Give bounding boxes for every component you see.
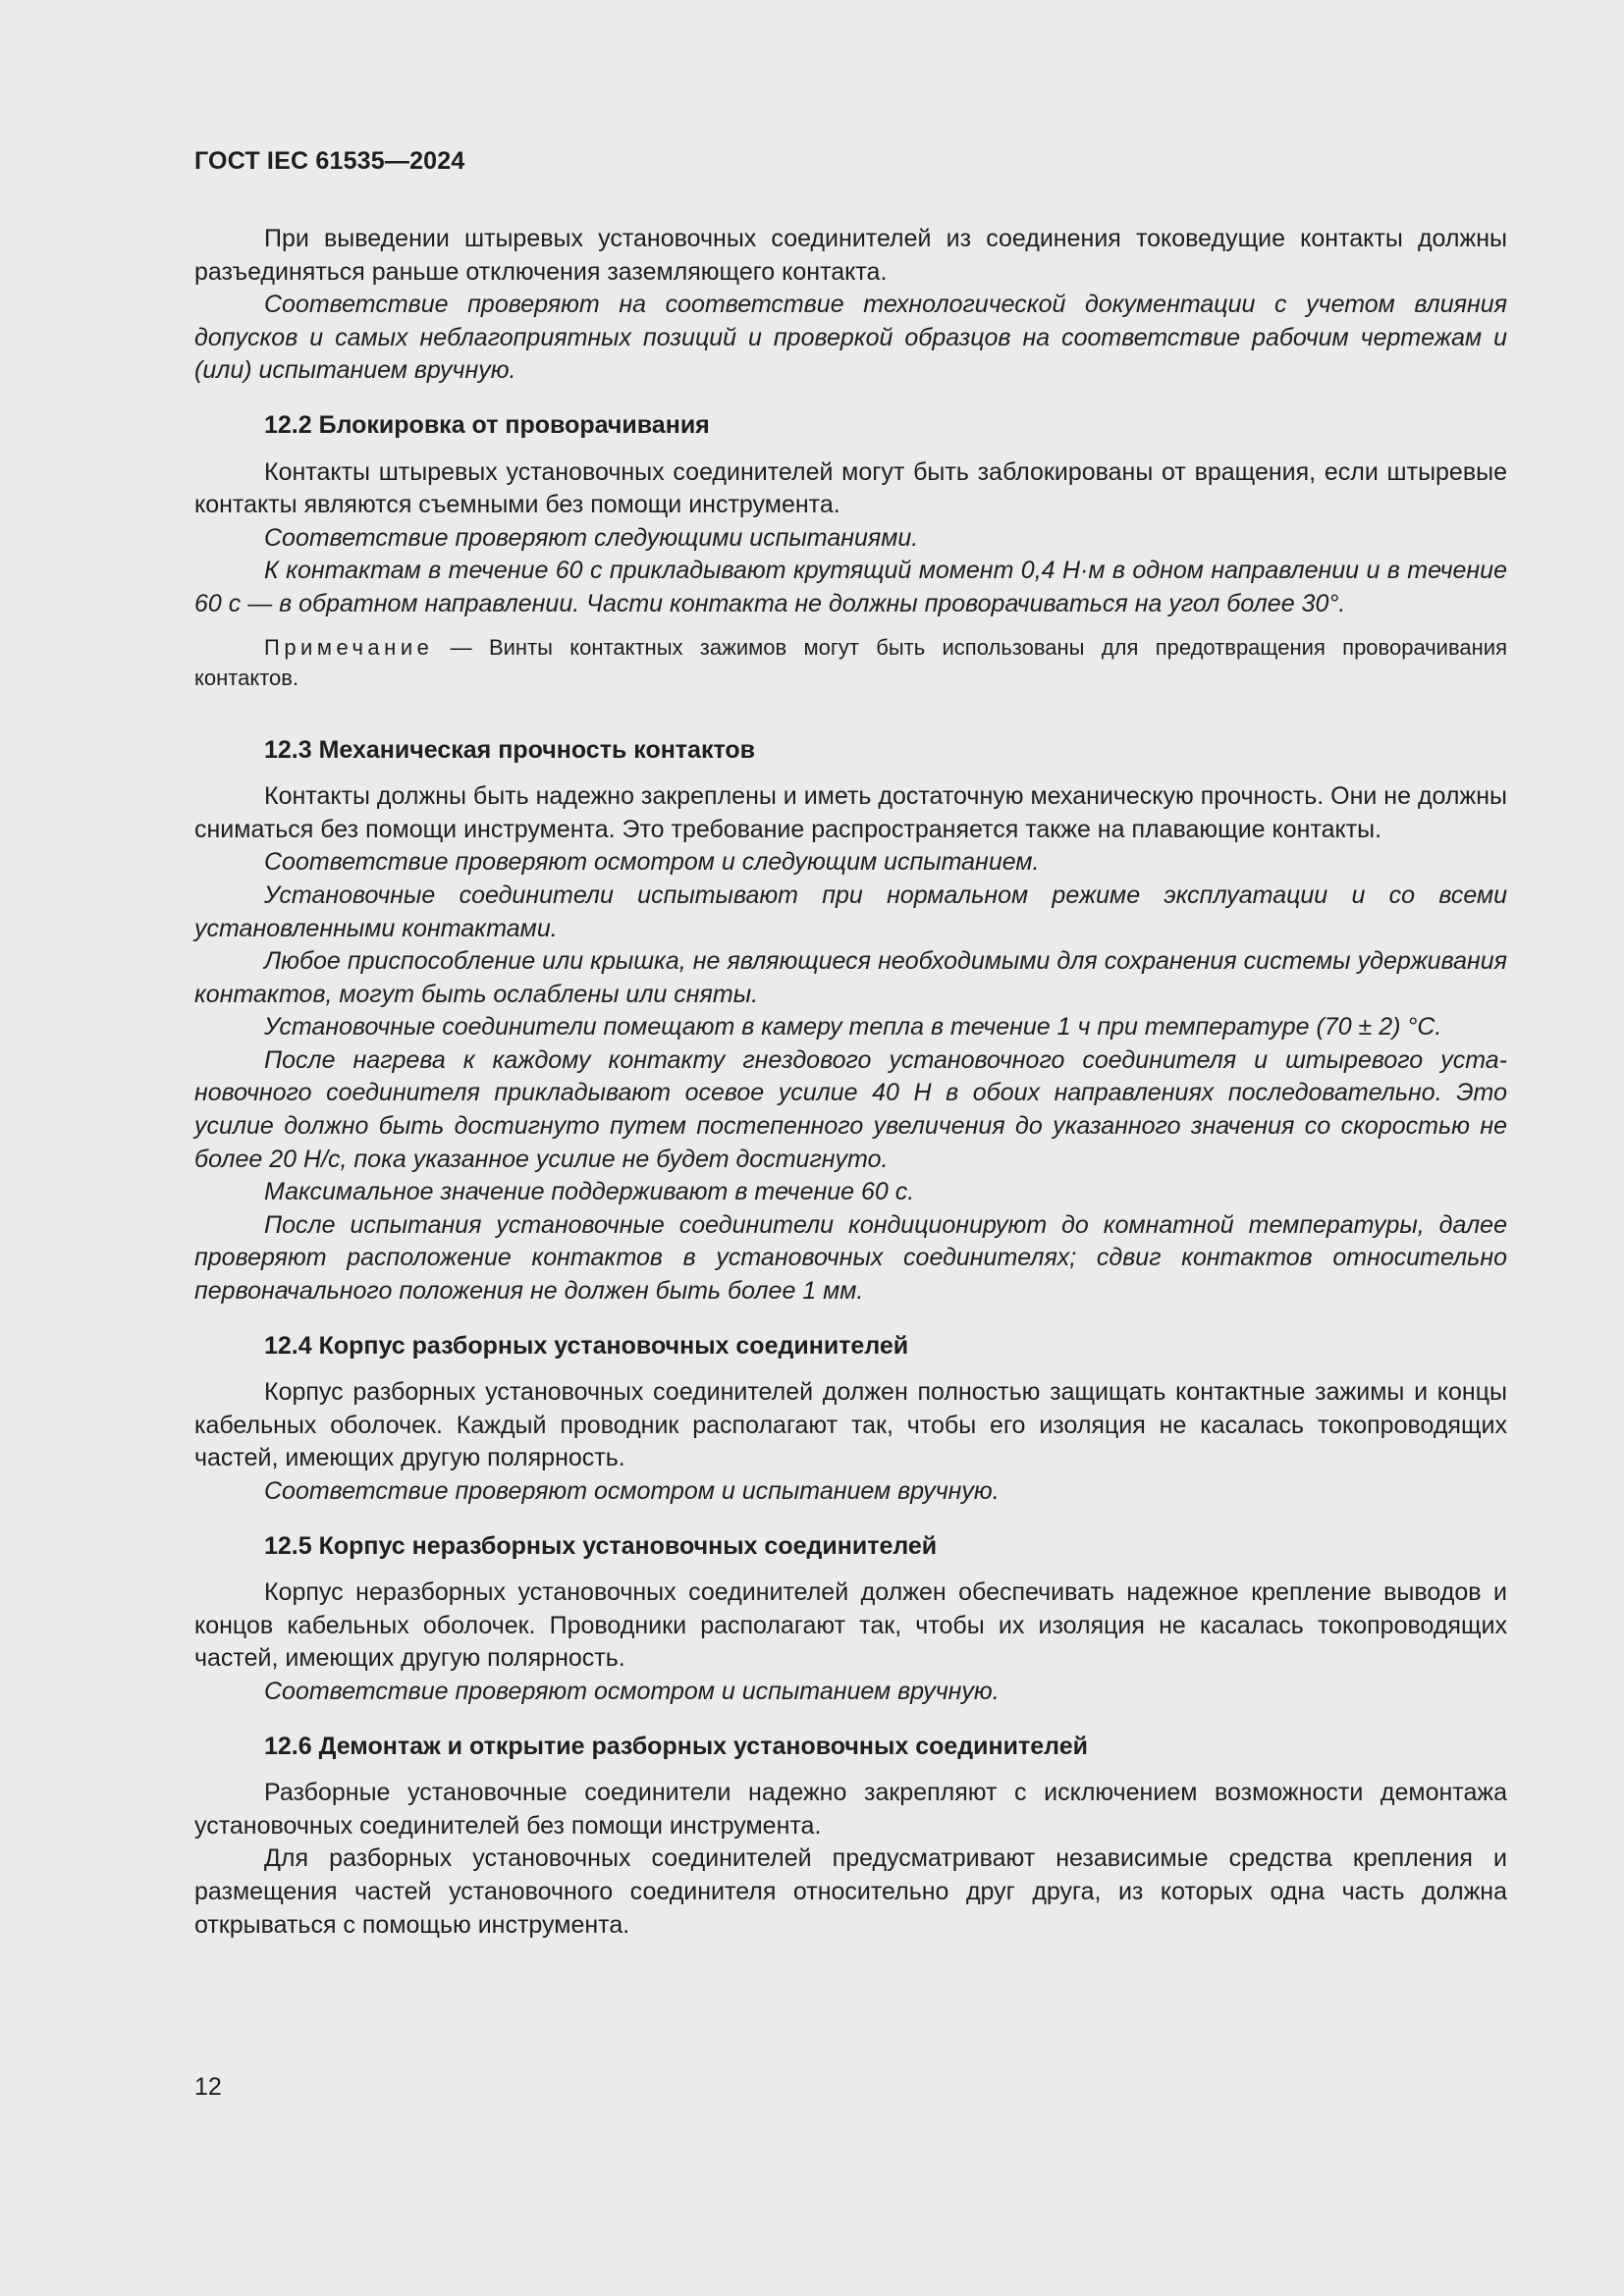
- section-12-2-paragraph-3: К контактам в течение 60 с прикладывают крутящий момент 0,4 Н·м в одном направлении и в течение 60 с — в обратном направлении. Части контакта не должны проворачиваться на угол более 30°.: [194, 557, 1507, 617]
- section-12-2-paragraph-1: Контакты штыревых установочных соединителей могут быть заблокированы от вращения, если штыревые контакты являются съемными без помощи инструмента.: [194, 457, 1507, 519]
- document-body: [194, 223, 1507, 1942]
- section-12-3-heading: 12.3 Механическая прочность контактов: [264, 735, 756, 764]
- section-12-4-paragraph-1: Корпус разборных установочных соединителей должен полностью защищать контактные зажимы и концы кабельных оболочек. Каждый проводник располагают так, чтобы его изоляция не касалась токопроводящих частей, имеющих другую полярность.: [194, 1378, 1507, 1472]
- section-12-2-heading: 12.2 Блокировка от проворачивания: [264, 410, 710, 439]
- section-12-3-paragraph-6: После нагрева к каждому контакту гнездового установочного соединителя и штыревого установочного соединителя прикладывают осевое усилие 40 Н в обоих направлениях последовательно. Это усилие должно быть достигнуто путем постепенного увеличения до указанного значения со скоростью не более 20 Н/с, пока указанное усилие не будет достигнуто.: [194, 1045, 1507, 1173]
- section-12-3-paragraph-7: Максимальное значение поддерживают в течение 60 с.: [264, 1178, 915, 1206]
- intro-compliance-paragraph: Соответствие проверяют на соответствие технологической документации с учетом влияния допусков и самых неблагоприятных позиций и проверкой образцов на соответствие рабочим чертежам и (или) испытанием вручную.: [194, 291, 1507, 385]
- document-header: ГОСТ IEC 61535—2024: [194, 147, 465, 175]
- note-label: Примечание: [264, 634, 434, 660]
- section-12-5-heading: 12.5 Корпус неразборных установочных соединителей: [264, 1531, 938, 1560]
- section-12-3-paragraph-8: После испытания установочные соединители кондиционируют до комнатной температуры, далее проверяют расположение контактов в установочных соединителях; сдвиг контактов относительно первоначального положения не должен быть более 1 мм.: [194, 1210, 1507, 1306]
- section-12-6-heading: 12.6 Демонтаж и открытие разборных установочных соединителей: [264, 1732, 1088, 1760]
- page-number: 12: [194, 2073, 222, 2101]
- section-12-2-note: [194, 632, 1507, 693]
- section-12-5-paragraph-1: Корпус неразборных установочных соединителей должен обеспечивать надежное крепление выводов и концов кабельных оболочек. Проводники располагают так, чтобы их изоляция не касалась токопроводящих частей, имеющих другую полярность.: [194, 1578, 1507, 1673]
- section-12-3-paragraph-3: Установочные соединители испытывают при нормальном режиме эксплуатации и со всеми установленными контактами.: [194, 881, 1507, 942]
- section-12-5-paragraph-2: Соответствие проверяют осмотром и испытанием вручную.: [264, 1677, 1000, 1705]
- section-12-3-paragraph-5: Установочные соединители помещают в камеру тепла в течение 1 ч при температуре (70 ± 2) °С.: [264, 1013, 1442, 1041]
- section-12-4-heading: 12.4 Корпус разборных установочных соединителей: [264, 1331, 909, 1360]
- section-12-3-paragraph-2: Соответствие проверяют осмотром и следующим испытанием.: [264, 848, 1040, 877]
- section-12-6-paragraph-2: Для разборных установочных соединителей предусматривают независимые средства крепления и размещения частей установочного соединителя относительно друг друга, из которых одна часть должна открываться с помощью инструмента.: [194, 1844, 1507, 1939]
- section-12-4-paragraph-2: Соответствие проверяют осмотром и испытанием вручную.: [264, 1477, 1000, 1505]
- section-12-6-paragraph-1: Разборные установочные соединители надежно закрепляют с исключением возможности демонтажа установочных соединителей без помощи инструмента.: [194, 1779, 1507, 1840]
- section-12-2-paragraph-2: Соответствие проверяют следующими испытаниями.: [264, 523, 919, 552]
- note-text: — Винты контактных зажимов могут быть использованы для предотвращения проворачивания контактов.: [194, 634, 1507, 690]
- section-12-3-paragraph-1: Контакты должны быть надежно закреплены и иметь достаточную механическую прочность. Они не должны сниматься без помощи инструмента. Это требование распространяется также на плавающие контакты.: [194, 782, 1507, 843]
- intro-paragraph: При выведении штыревых установочных соединителей из соединения токоведущие контакты должны разъединяться раньше отключения заземляющего контакта.: [194, 225, 1507, 286]
- section-12-3-paragraph-4: Любое приспособление или крышка, не являющиеся необходимыми для сохранения системы удерживания контактов, могут быть ослаблены или сняты.: [194, 947, 1507, 1008]
